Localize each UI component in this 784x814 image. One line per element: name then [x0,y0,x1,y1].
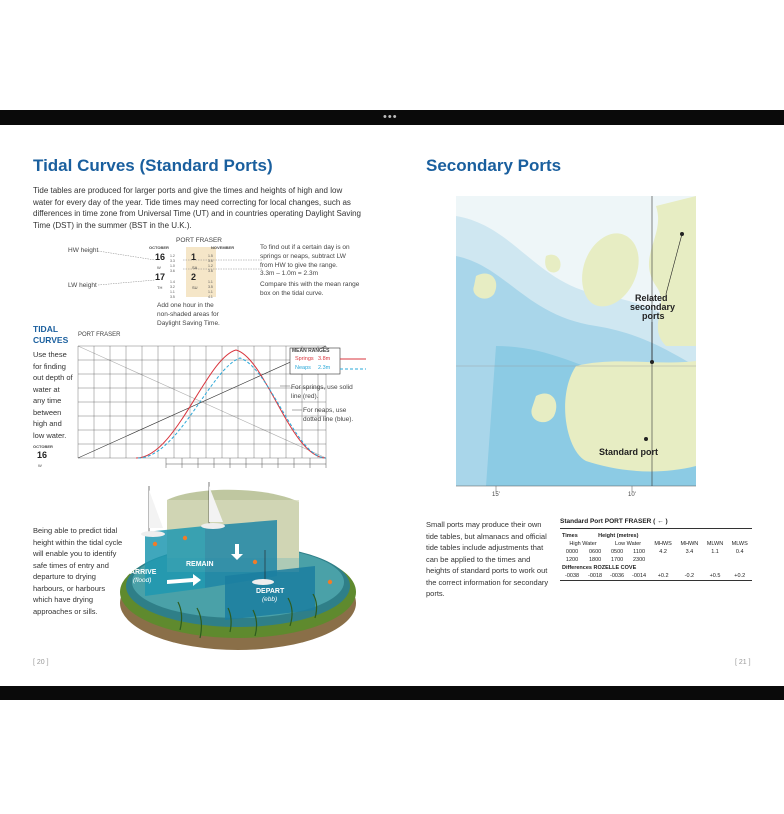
svg-text:1.4: 1.4 [170,280,175,284]
day-2-dow: SU [192,285,198,290]
cell: +0.2 [657,573,669,579]
standard-port-label: Standard port [599,447,659,457]
secondary-ports-text: Small ports may produce their own tide tables, but almanacs and official tide tables include adjustments that can be applied to the times and heights of standard ports to work out the correct information for secondary ports. [426,520,549,598]
table-row [560,556,752,564]
related-ports-label-3: ports [642,311,665,321]
svg-text:1.1: 1.1 [208,280,213,284]
svg-text:3.6: 3.6 [208,269,213,273]
cell: 3.4 [685,549,694,555]
cell: 0600 [588,549,602,555]
cell: +0.2 [734,573,746,579]
table-row [560,548,752,556]
arrive-label: ARRIVE [130,569,157,576]
col-mlwn: MLWN [706,541,724,547]
secondary-ports-chart-map [456,196,696,496]
col-mhwn: MHWN [680,541,699,547]
svg-text:4.1: 4.1 [208,295,213,298]
svg-text:3.6: 3.6 [208,259,213,263]
col-mlws: MLWS [731,541,748,547]
cell: 2300 [632,557,646,563]
svg-text:3.6: 3.6 [170,269,175,273]
dst-note: Add one hour in the non-shaded areas for Daylight Saving Time. [157,302,220,327]
curve-port-name: PORT FRASER [78,332,121,338]
springs-note: For springs, use solid line (red). [291,384,353,400]
times-header: Times [562,533,578,539]
remain-label: REMAIN [186,561,214,568]
harbour-illustration [105,480,365,655]
table-row [560,572,752,581]
height-header: Height (metres) [598,533,639,539]
more-options-icon[interactable]: ••• [383,111,398,123]
left-intro-text: Tide tables are produced for larger ports and give the times and heights of high and low water for every day of the year. Tide times may need correcting for local changes, such as differences in time zone from Universal Time (UT) and in countries operating Daylight Saving Time (DST) in the summer (BST in the U.K.). [33,186,361,230]
month-november: NOVEMBER [211,245,235,250]
svg-text:1.2: 1.2 [170,254,175,258]
differences-title: Differences ROZELLE COVE [562,565,637,571]
depart-sub-label: (ebb) [262,596,278,603]
secondary-port-table [560,518,752,581]
day-16-dow: W [157,265,161,270]
cell: +0.5 [709,573,721,579]
tide-differences-table [560,532,752,581]
longitude-10: 10' [628,492,636,498]
day-2: 2 [191,272,197,282]
cell: 0500 [610,549,624,555]
curve-date-dow: W [38,463,42,468]
compare-note: Compare this with the mean range box on the tidal curve. [260,281,360,297]
cell: -0038 [565,573,580,579]
right-page-number: [ 21 ] [735,659,751,666]
day-1-dow: SA [192,265,198,270]
cell: 0000 [565,549,579,555]
svg-text:3.5: 3.5 [170,295,175,298]
svg-text:1.1: 1.1 [208,290,213,294]
related-ports-label-2: secondary [630,302,676,312]
cell: -0014 [632,573,647,579]
range-instruction: To find out if a certain day is on springs or neaps, subtract LW from HW to give the range. [260,244,350,269]
standard-port-title: Standard Port PORT FRASER ( ← ) [560,518,752,529]
svg-text:1.5: 1.5 [208,254,213,258]
svg-text:3.2: 3.2 [170,285,175,289]
left-page-number: [ 20 ] [33,659,49,666]
low-water-header: Low Water [615,541,642,547]
day-16: 16 [155,252,166,262]
table-port-name: PORT FRASER [176,237,222,244]
neaps-label: Neaps [295,365,311,371]
depart-label: DEPART [256,588,285,595]
high-water-header: High Water [569,541,597,547]
viewer-top-bar [0,110,784,125]
hw-height-label: HW height [68,247,99,254]
cell: 4.2 [659,549,667,555]
day-17-dow: TH [157,285,163,290]
mean-ranges-label: MEAN RANGES [292,348,330,354]
svg-text:1.1: 1.1 [170,290,175,294]
harbour-text: Being able to predict tidal height within the tidal cycle will enable you to identify safe times of entry and departure to drying harbours, or harbours which have drying approaches or sills. [33,526,123,616]
cell: 1100 [633,549,645,555]
month-october: OCTOBER [149,245,169,250]
right-page-title: Secondary Ports [426,156,562,175]
curve-date-day: 16 [37,450,48,460]
cell: 1.1 [711,549,719,555]
tide-table-excerpt [98,243,263,298]
cell: -0.2 [684,573,695,579]
related-ports-label-1: Related [635,293,668,303]
cell: 1800 [588,557,602,563]
cell: -0018 [588,573,603,579]
svg-text:1.0: 1.0 [170,264,175,268]
svg-text:3.3: 3.3 [170,259,175,263]
curve-date-month: OCTOBER [33,444,53,449]
springs-label: Springs [295,356,314,362]
cell: 0.4 [735,549,744,555]
range-formula: 3.3m – 1.0m = 2.3m [260,270,318,277]
springs-value: 3.8m [318,356,331,362]
neaps-note: For neaps, use dotted line (blue). [303,407,354,423]
svg-text:3.5: 3.5 [208,285,213,289]
cell: -0036 [610,573,625,579]
day-17: 17 [155,272,166,282]
svg-text:1.2: 1.2 [208,264,213,268]
cell: 1200 [565,557,579,563]
col-mhws: MHWS [654,541,672,547]
lw-height-label: LW height [68,282,97,289]
arrive-sub-label: (flood) [133,577,152,584]
tidal-curves-desc: Use these for finding out depth of water at any time between high and low water. [33,350,73,440]
viewer-bottom-bar [0,686,784,700]
neaps-value: 2.3m [318,365,331,371]
day-1: 1 [191,252,197,262]
tidal-curves-heading: TIDAL CURVES [33,324,69,345]
longitude-15: 15' [492,492,500,498]
cell: 1700 [610,557,624,563]
left-page-title: Tidal Curves (Standard Ports) [33,156,273,175]
